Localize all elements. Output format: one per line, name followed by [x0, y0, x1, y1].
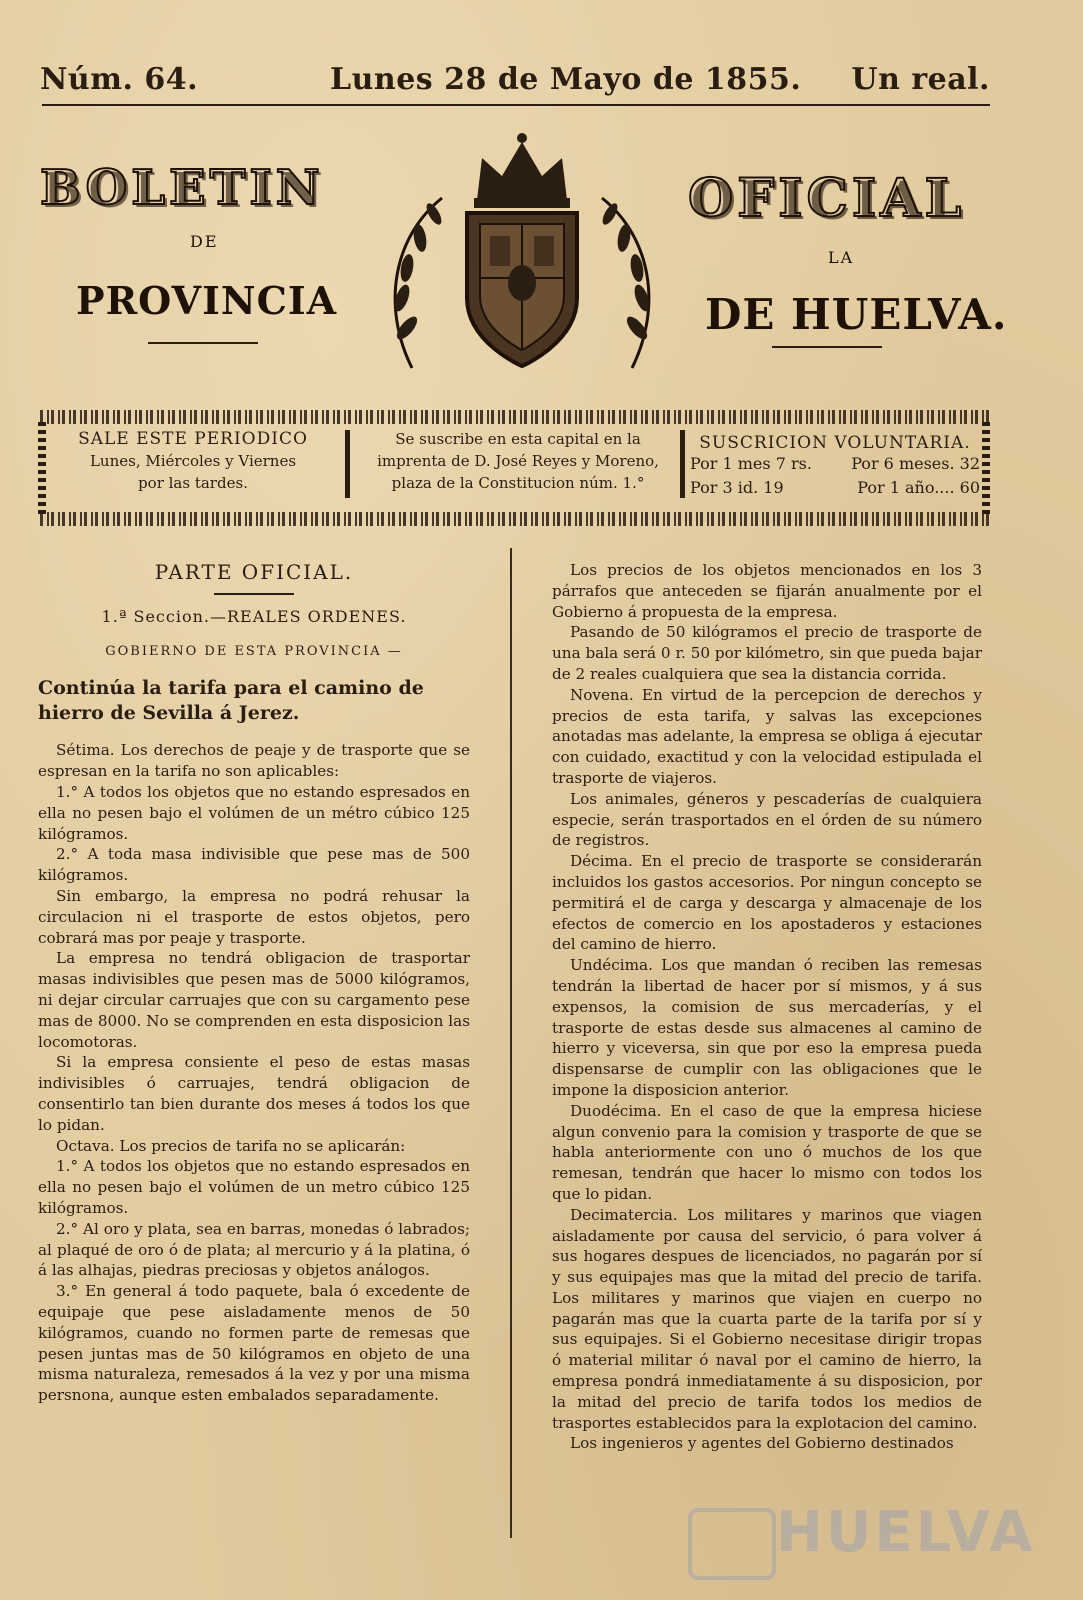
paragraph: Octava. Los precios de tarifa no se aplicarán:: [56, 1136, 406, 1155]
article-title: Continúa la tarifa para el camino de hierro de Sevilla á Jerez.: [38, 677, 424, 725]
rate-row: [690, 452, 980, 476]
subscription-location: [358, 428, 678, 494]
paragraph: Duodécima. En el caso de que la empresa hiciese algun convenio para la comision y trasporte de que se habla anteriormente con uno ó muchos de los que remesan, tendrán que hacer lo mismo con todos los que lo pidan.: [552, 1101, 982, 1203]
masthead-huelva: DE HUELVA.: [705, 290, 1008, 339]
issue-date: Lunes 28 de Mayo de 1855.: [330, 62, 802, 97]
paragraph: Sin embargo, la empresa no podrá rehusar la circulacion ni el trasporte de estos objetos, pero cobrará mas por peaje y trasporte.: [38, 886, 470, 947]
publication-line-2: Lunes, Miércoles y Viernes: [89, 452, 297, 470]
rate-left: Por 1 mes 7 rs.: [690, 454, 812, 473]
location-line-3: plaza de la Constitucion núm. 1.°: [391, 474, 645, 492]
paragraph: Décima. En el precio de trasporte se considerarán incluidos los gastos accesorios. Por ningun concepto se permitirá el de carga y descarga y almacenaje de los efectos de comercio en los apostaderos y estaciones del camino de hierro.: [552, 852, 982, 954]
subscription-rates: [690, 452, 980, 500]
issue-price: Un real.: [851, 62, 990, 97]
paragraph: 1.° A todos los objetos que no estando espresados en ella no pesen bajo el volúmen de un metro cúbico 125 kilógramos.: [38, 1157, 470, 1217]
ornamental-border-bottom: [40, 512, 990, 526]
masthead-dash-right: [772, 346, 882, 348]
paragraph: Los precios de los objetos mencionados en los 3 párrafos que anteceden se fijarán anualmente por el Gobierno á propuesta de la empresa.: [552, 561, 982, 621]
subscription-title-text: SUSCRICION VOLUNTARIA.: [699, 433, 971, 453]
paragraph: Si la empresa consiente el peso de estas masas indivisibles ó carruajes, tendrá obligacion de consentirlo tan bien durante dos meses á todos los que lo pidan.: [38, 1053, 470, 1134]
publication-line-3: por las tardes.: [138, 474, 248, 492]
paragraph: Decimatercia. Los militares y marinos que viagen aisladamente por causa del servicio, ó para volver á sus hogares despues de licenciados, no pagarán por sí y sus equipajes mas que la mitad del precio de tarifa. Los militares y marinos que viajen en cuerpo no pagarán mas que la cuarta parte de la tarifa por sí y sus equipajes. Si el Gobierno necesitase dirigir tropas ó material militar ó naval por el camino de hierro, la empresa pondrá inmediatamente á su disposicion, por la mitad del precio de tarifa todos los medios de trasportes establecidos para la explotacion del camino.: [552, 1205, 982, 1432]
section-heading-reales-ordenes: 1.ª Seccion.—REALES ORDENES.: [101, 606, 407, 626]
ornamental-border-left: [38, 418, 46, 514]
left-column: [38, 560, 470, 1406]
location-line-2: imprenta de D. José Reyes y Moreno,: [377, 452, 659, 470]
section-heading-parte-oficial: PARTE OFICIAL.: [154, 560, 354, 584]
rate-right: Por 1 año.... 60: [857, 478, 980, 497]
heading-rule: [214, 593, 294, 595]
paragraph: 2.° Al oro y plata, sea en barras, monedas ó labrados; al plaqué de oro ó de plata; al mercurio y á la platina, ó á las alhajas, piedras preciosas y objetos análogos.: [38, 1219, 470, 1280]
issue-number: Núm. 64.: [40, 62, 199, 97]
ornamental-border-right: [982, 418, 990, 514]
subscription-title: [690, 432, 980, 454]
publication-line-1: SALE ESTE PERIODICO: [78, 429, 308, 449]
masthead-provincia: PROVINCIA: [76, 278, 338, 323]
rate-row: [690, 476, 980, 500]
paragraph: Sétima. Los derechos de peaje y de trasporte que se espresan en la tarifa no son aplicables:: [38, 741, 470, 781]
header-rule: [42, 104, 990, 106]
subscription-separator-1: [345, 430, 350, 498]
masthead-boletin: BOLETIN: [40, 160, 324, 216]
ornamental-border-top: [40, 410, 990, 424]
masthead-oficial: OFICIAL: [688, 168, 966, 229]
paragraph: Pasando de 50 kilógramos el precio de trasporte de una bala será 0 r. 50 por kilómetro, sin que pueda bajar de 2 reales cualquiera que sea la distancia corrida.: [552, 623, 982, 683]
paragraph: Los animales, géneros y pescaderías de cualquiera especie, serán trasportados en el órden de su número de registros.: [552, 789, 982, 850]
masthead-de: DE: [190, 232, 219, 251]
rate-left: Por 3 id. 19: [690, 478, 784, 497]
paragraph: 3.° En general á todo paquete, bala ó excedente de equipaje que pese aisladamente menos de 50 kilógramos, cuando no formen parte de remesas que pesen juntas mas de 50 kilógramos en objeto de una misma naturaleza, remesados á la vez y por una misma persnona, aunque esten embalados separadamente.: [38, 1282, 470, 1405]
paragraph: Los ingenieros y agentes del Gobierno destinados: [570, 1434, 954, 1453]
archive-watermark: HUELVA: [776, 1500, 1036, 1565]
masthead-la: LA: [828, 248, 855, 267]
right-column: [552, 560, 982, 1454]
publication-days: [58, 428, 328, 494]
column-divider: [510, 548, 512, 1538]
paragraph: Undécima. Los que mandan ó reciben las remesas tendrán la libertad de hacer por sí mismos, y á sus expensos, la comision de sus mercaderías, y el trasporte de estas desde sus almacenes al camino de hierro y viceversa, sin que por eso la empresa pueda dispensarse de cumplir con las obligaciones que le impone la disposicion anterior.: [552, 956, 982, 1099]
paragraph: Novena. En virtud de la percepcion de derechos y precios de esta tarifa, y salvas las excepciones anotadas mas adelante, la empresa se obliga á ejecutar con cuidado, exactitud y con la velocidad estipulada el trasporte de viajeros.: [552, 685, 982, 787]
paragraph: La empresa no tendrá obligacion de trasportar masas indivisibles que pesen mas de 5000 kilógramos, ni dejar circular carruajes que con su cargamento pese mas de 8000. No se comprenden en esta disposicion las locomotoras.: [38, 949, 470, 1051]
section-heading-gobierno: GOBIERNO DE ESTA PROVINCIA —: [105, 643, 403, 659]
paragraph: 1.° A todos los objetos que no estando espresados en ella no pesen bajo el volúmen de un métro cúbico 125 kilógramos.: [38, 782, 470, 843]
masthead-dash-left: [148, 342, 258, 344]
subscription-separator-2: [680, 430, 685, 498]
location-line-1: Se suscribe en esta capital en la: [395, 430, 641, 448]
paragraph: 2.° A toda masa indivisible que pese mas de 500 kilógramos.: [38, 845, 470, 885]
rate-right: Por 6 meses. 32: [851, 454, 980, 473]
royal-coat-of-arms-icon: [372, 128, 672, 378]
issue-header: [40, 62, 990, 102]
